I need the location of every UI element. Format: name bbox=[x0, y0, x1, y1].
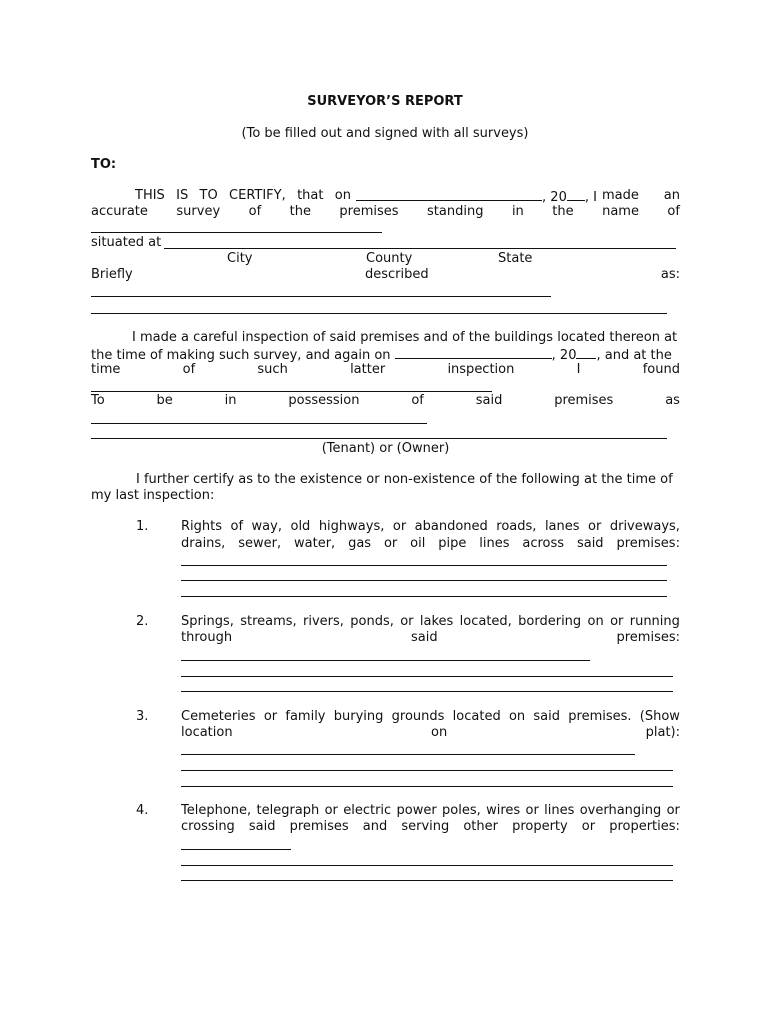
certify-line-2 bbox=[91, 204, 680, 220]
word: lanes bbox=[544, 519, 580, 534]
described-label: described bbox=[365, 267, 429, 282]
word: or bbox=[383, 536, 398, 551]
word: water, bbox=[294, 536, 336, 551]
word: located, bbox=[459, 614, 512, 629]
word: property bbox=[512, 819, 568, 834]
item-number: 2. bbox=[136, 614, 149, 629]
word: roads, bbox=[496, 519, 537, 534]
word: streams, bbox=[240, 614, 297, 629]
word: pipe bbox=[438, 536, 467, 551]
word: other bbox=[463, 819, 498, 834]
word: as bbox=[665, 393, 680, 408]
word: sewer, bbox=[238, 536, 282, 551]
further-line-1: I further certify as to the existence or non-existence of the following at the time of bbox=[136, 472, 673, 487]
word: premises bbox=[289, 819, 349, 834]
word: telegraph bbox=[256, 803, 320, 818]
word: or bbox=[392, 519, 407, 534]
word: serving bbox=[401, 819, 450, 834]
word: inspection bbox=[447, 362, 515, 377]
certify-date bbox=[356, 188, 597, 204]
word: through bbox=[181, 630, 233, 645]
briefly-label: Briefly bbox=[91, 267, 133, 282]
word: way, bbox=[251, 519, 282, 534]
certify-words bbox=[91, 188, 351, 204]
word: across bbox=[522, 536, 565, 551]
word: power bbox=[396, 803, 437, 818]
name-blank[interactable] bbox=[91, 232, 382, 233]
word: crossing bbox=[181, 819, 235, 834]
word: of bbox=[411, 393, 424, 408]
item-1-line-2 bbox=[181, 536, 680, 552]
word: time bbox=[91, 362, 121, 377]
word: possession bbox=[288, 393, 360, 408]
word: and bbox=[362, 819, 388, 834]
situated-blank[interactable] bbox=[164, 248, 676, 249]
word: of bbox=[248, 204, 262, 219]
word: running bbox=[629, 614, 680, 629]
word: premises bbox=[339, 204, 399, 219]
word: said bbox=[410, 630, 438, 645]
word: Springs, bbox=[181, 614, 234, 629]
word: lakes bbox=[419, 614, 454, 629]
text-fragment: , and at the bbox=[596, 348, 672, 363]
possession-blank-2[interactable] bbox=[91, 438, 667, 439]
document-subtitle: (To be filled out and signed with all surveys) bbox=[241, 126, 529, 141]
word: or bbox=[263, 709, 278, 724]
item-3-line-2 bbox=[181, 725, 680, 741]
word: burying bbox=[333, 709, 384, 724]
word: of bbox=[667, 204, 680, 219]
word: driveways, bbox=[609, 519, 680, 534]
word: standing bbox=[427, 204, 484, 219]
briefly-line bbox=[91, 267, 680, 283]
inspection-line-3 bbox=[91, 362, 680, 378]
item-3-line-1 bbox=[181, 709, 680, 725]
word: made bbox=[601, 188, 639, 203]
item-1-blank-1[interactable] bbox=[181, 565, 667, 566]
word: in bbox=[511, 204, 524, 219]
word: of bbox=[182, 362, 196, 377]
word: (Show bbox=[639, 709, 680, 724]
certify-end bbox=[602, 188, 680, 204]
word: or bbox=[525, 803, 539, 818]
word: or bbox=[588, 519, 602, 534]
description-blank-2[interactable] bbox=[91, 313, 667, 314]
item-3-blank-2[interactable] bbox=[181, 770, 673, 771]
word: found bbox=[642, 362, 680, 377]
word: ponds, bbox=[350, 614, 394, 629]
word: drains, bbox=[181, 536, 226, 551]
item-3-blank-1[interactable] bbox=[181, 754, 635, 755]
text-fragment: , I bbox=[584, 190, 597, 205]
to-label: TO: bbox=[91, 157, 117, 172]
word: accurate bbox=[91, 204, 148, 219]
word: said bbox=[533, 709, 561, 724]
word: electric bbox=[343, 803, 392, 818]
word: on bbox=[334, 188, 351, 203]
word: said bbox=[475, 393, 503, 408]
word: name bbox=[602, 204, 639, 219]
document-title: SURVEYOR’S REPORT bbox=[307, 94, 463, 109]
item-2-blank-2[interactable] bbox=[181, 676, 673, 677]
word: location bbox=[181, 725, 233, 740]
word: premises bbox=[554, 393, 614, 408]
item-2-line-1 bbox=[181, 614, 680, 630]
word: in bbox=[224, 393, 237, 408]
word: bordering bbox=[518, 614, 582, 629]
item-4-line-1 bbox=[181, 803, 680, 819]
certify-line-1 bbox=[91, 188, 680, 204]
word: oil bbox=[410, 536, 426, 551]
word: lines bbox=[544, 803, 575, 818]
word: rivers, bbox=[303, 614, 344, 629]
word: Rights bbox=[181, 519, 223, 534]
word: survey bbox=[176, 204, 221, 219]
word: or bbox=[400, 614, 414, 629]
date-blank[interactable] bbox=[356, 188, 542, 201]
item-number: 1. bbox=[136, 519, 149, 534]
word: or bbox=[581, 819, 596, 834]
item-4-line-2 bbox=[181, 819, 680, 835]
word: premises. bbox=[568, 709, 632, 724]
word: or bbox=[324, 803, 338, 818]
word: IS bbox=[176, 188, 189, 203]
item-1-line-1 bbox=[181, 519, 680, 535]
item-2-line-2 bbox=[181, 630, 680, 646]
word: premises: bbox=[616, 630, 680, 645]
word: latter bbox=[350, 362, 386, 377]
word: poles, bbox=[442, 803, 481, 818]
word: Cemeteries bbox=[181, 709, 256, 724]
word: THIS bbox=[135, 188, 165, 203]
word: said bbox=[576, 536, 604, 551]
year-prefix: , 20 bbox=[542, 190, 567, 205]
tenant-owner-label: (Tenant) or (Owner) bbox=[321, 441, 450, 456]
word: old bbox=[290, 519, 311, 534]
item-2-blank-3[interactable] bbox=[181, 691, 673, 692]
word: plat): bbox=[645, 725, 680, 740]
word: family bbox=[285, 709, 326, 724]
inspection-line-1: I made a careful inspection of said premises and of the buildings located thereon at bbox=[132, 330, 678, 345]
word: or bbox=[610, 614, 624, 629]
item-2-blank-1[interactable] bbox=[181, 660, 590, 661]
item-4-blank-3[interactable] bbox=[181, 880, 673, 881]
item-4-blank-2[interactable] bbox=[181, 865, 673, 866]
word: properties: bbox=[609, 819, 680, 834]
word: said bbox=[248, 819, 276, 834]
item-number: 3. bbox=[136, 709, 149, 724]
word: grounds bbox=[391, 709, 445, 724]
word: highways, bbox=[318, 519, 385, 534]
word: be bbox=[156, 393, 173, 408]
item-1-blank-2[interactable] bbox=[181, 580, 667, 581]
inspection-line-2 bbox=[91, 346, 680, 362]
year-prefix: , 20 bbox=[551, 348, 577, 363]
word: CERTIFY, bbox=[229, 188, 286, 203]
item-1-blank-3[interactable] bbox=[181, 596, 667, 597]
possession-blank-1[interactable] bbox=[91, 423, 427, 424]
item-4-blank-1[interactable] bbox=[181, 849, 291, 850]
word: that bbox=[297, 188, 324, 203]
word: wires bbox=[486, 803, 521, 818]
further-line-2: my last inspection: bbox=[91, 488, 215, 503]
word: the bbox=[289, 204, 311, 219]
item-3-blank-3[interactable] bbox=[181, 786, 673, 787]
possession-line bbox=[91, 393, 680, 409]
word: Telephone, bbox=[181, 803, 252, 818]
word: premises: bbox=[616, 536, 680, 551]
word: lines bbox=[479, 536, 510, 551]
word: on bbox=[431, 725, 448, 740]
word: of bbox=[230, 519, 244, 534]
word: I bbox=[576, 362, 581, 377]
word: or bbox=[666, 803, 680, 818]
item-number: 4. bbox=[136, 803, 149, 818]
word: To bbox=[91, 393, 105, 408]
city-label: City bbox=[227, 251, 253, 266]
as-label: as: bbox=[660, 267, 680, 282]
word: located bbox=[452, 709, 501, 724]
word: gas bbox=[348, 536, 372, 551]
again-year-blank[interactable] bbox=[576, 346, 596, 359]
year-blank[interactable] bbox=[567, 188, 585, 201]
found-blank[interactable] bbox=[91, 391, 492, 392]
word: on bbox=[587, 614, 604, 629]
situated-label: situated at bbox=[91, 235, 162, 250]
description-blank-1[interactable] bbox=[91, 296, 551, 297]
word: overhanging bbox=[579, 803, 662, 818]
word: TO bbox=[199, 188, 218, 203]
word: on bbox=[508, 709, 526, 724]
word: the bbox=[552, 204, 574, 219]
word: abandoned bbox=[414, 519, 488, 534]
text-fragment: the time of making such survey, and again on bbox=[91, 348, 391, 363]
state-label: State bbox=[498, 251, 533, 266]
again-date-blank[interactable] bbox=[395, 346, 552, 359]
word: such bbox=[257, 362, 288, 377]
word: an bbox=[663, 188, 680, 203]
county-label: County bbox=[366, 251, 413, 266]
